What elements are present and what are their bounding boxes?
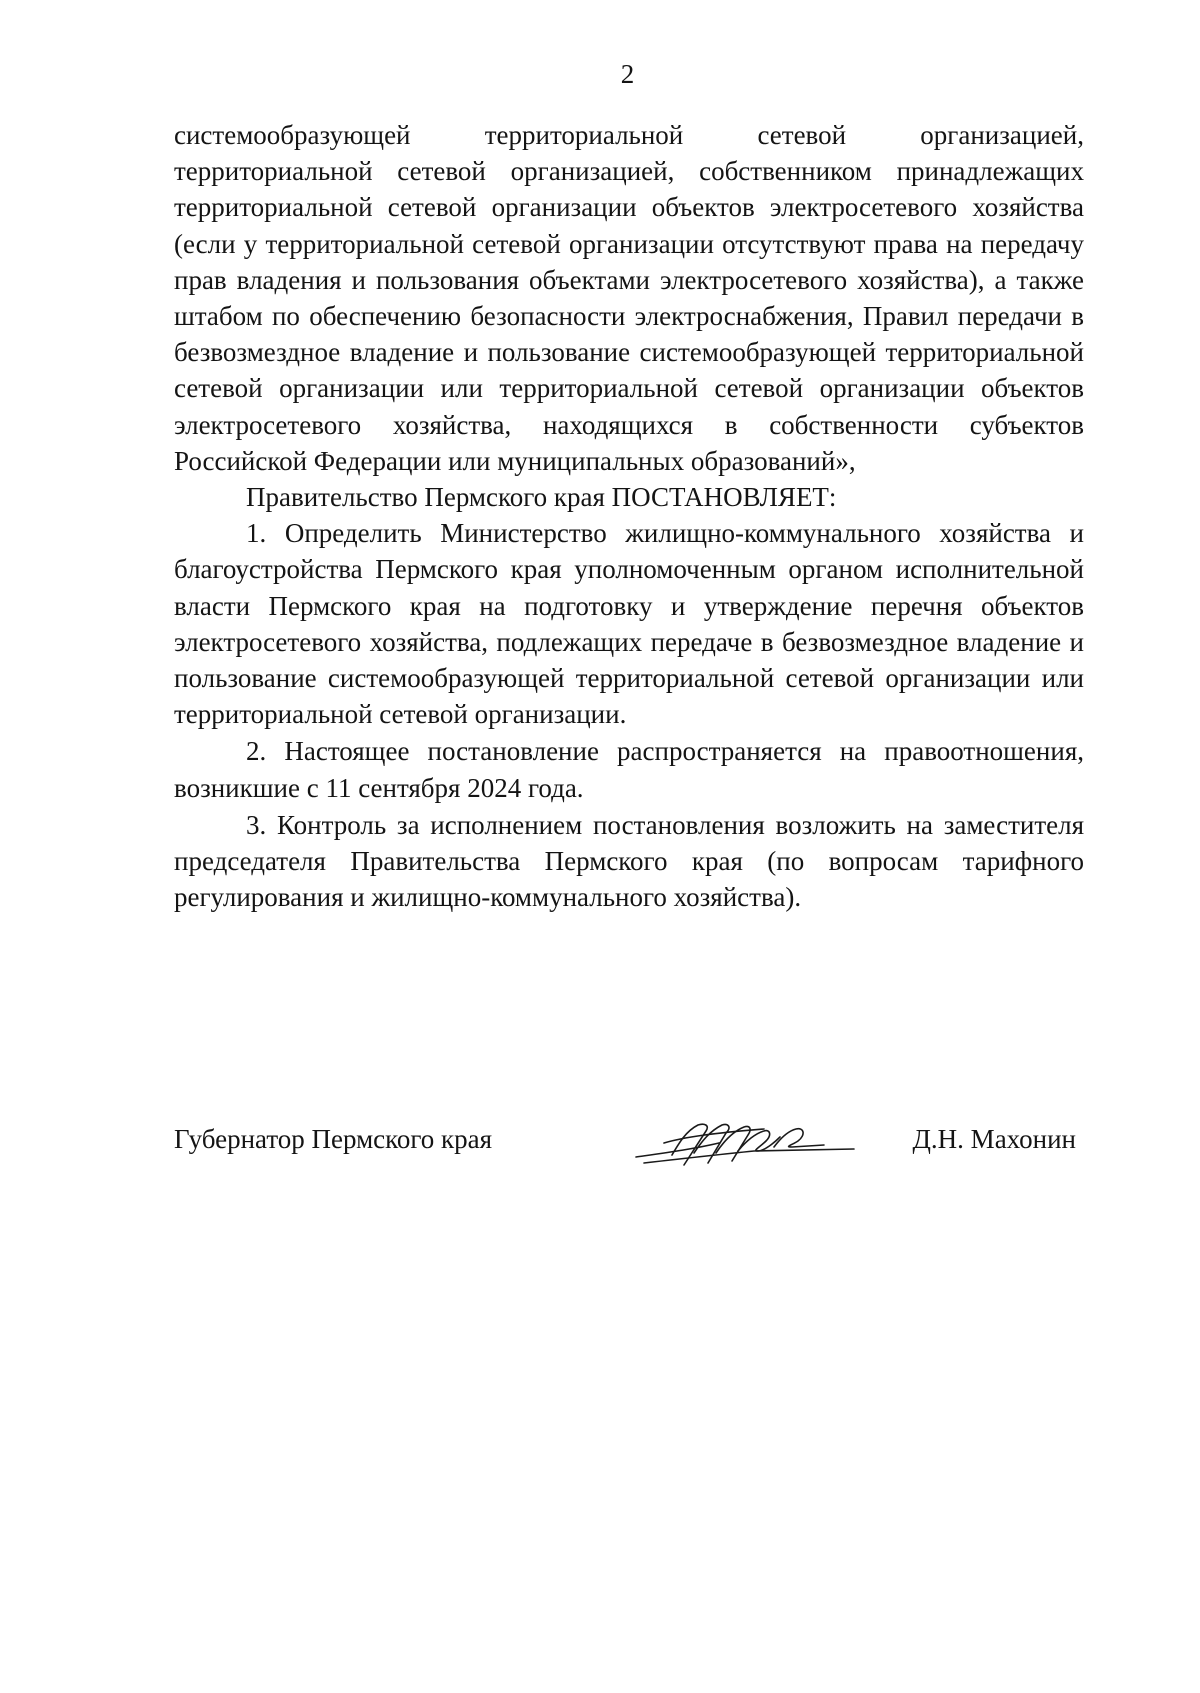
signer-name: Д.Н. Махонин [912,1124,1076,1154]
signer-position: Губернатор Пермского края [174,1124,493,1154]
handwritten-signature [624,1113,864,1173]
paragraph-item-1: 1. Определить Министерство жилищно-коммунального хозяйства и благоустройства Пермского края уполномоченным органом исполнительной власти Пермского края на подготовку и утверждение перечня объектов электросетевого хозяйства, подлежащих передаче в безвозмездное владение и пользование системообразующей территориальной сетевой организации или территориальной сетевой организации. [174,518,1084,730]
paragraph-resolves: Правительство Пермского края ПОСТАНОВЛЯЕТ: [246,482,837,513]
paragraph-preamble-continuation: системообразующей территориальной сетевой организацией, территориальной сетевой организацией, собственником принадлежащих территориальной сетевой организации объектов электросетевого хозяйства (если у территориальной сетевой организации отсутствуют права на передачу прав владения и пользования объектами электросетевого хозяйства), а также штабом по обеспечению безопасности электроснабжения, Правил передачи в безвозмездное владение и пользование системообразующей территориальной сетевой организации или территориальной сетевой организации объектов электросетевого хозяйства, находящихся в собственности субъектов Российской Федерации или муниципальных образований», [174,120,1084,476]
paragraph-item-2: 2. Настоящее постановление распространяется на правоотношения, возникшие с 11 сентября 2024 года. [174,736,1084,803]
page-number: 2 [620,59,635,89]
document-body [174,117,1084,915]
signature-block [174,1113,1084,1173]
paragraph-item-3: 3. Контроль за исполнением постановления возложить на заместителя председателя Правительства Пермского края (по вопросам тарифного регулирования и жилищно-коммунального хозяйства). [174,809,1084,913]
